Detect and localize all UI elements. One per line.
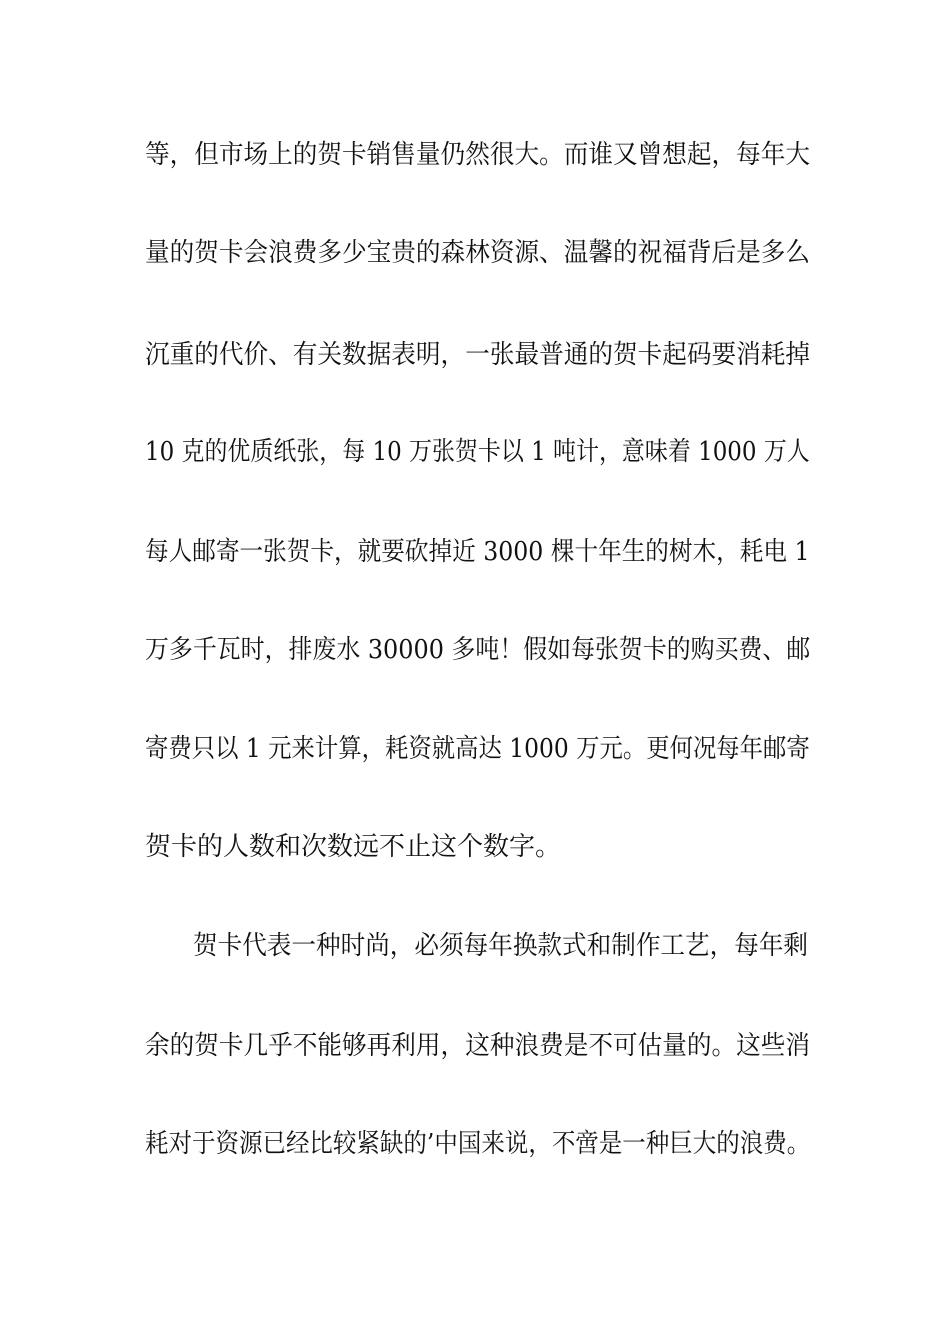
paragraph-line: 寄费只以 1 元来计算，耗资就高达 1000 万元。更何况每年邮寄 (145, 734, 810, 764)
paragraph-line: 沉重的代价、有关数据表明，一张最普通的贺卡起码要消耗掉 (145, 340, 811, 370)
paragraph-line: 万多千瓦时，排废水 30000 多吨！假如每张贺卡的购买费、邮 (145, 635, 811, 665)
paragraph-line: 余的贺卡几乎不能够再利用，这种浪费是不可估量的。这些消 (145, 1031, 811, 1061)
paragraph-line: 等，但市场上的贺卡销售量仍然很大。而谁又曾想起，每年大 (145, 140, 811, 170)
paragraph-line: 贺卡的人数和次数远不止这个数字。 (145, 832, 562, 862)
paragraph-line: 量的贺卡会浪费多少宝贵的森林资源、温馨的祝福背后是多么 (145, 238, 811, 268)
paragraph-line: 每人邮寄一张贺卡，就要砍掉近 3000 棵十年生的树木，耗电 1 (145, 537, 810, 567)
paragraph-line: 10 克的优质纸张，每 10 万张贺卡以 1 吨计，意味着 1000 万人 (145, 437, 810, 467)
paragraph-line: 耗对于资源已经比较紧缺的’中国来说，不啻是一种巨大的浪费。 (145, 1129, 811, 1159)
paragraph-first-line: 贺卡代表一种时尚，必须每年换款式和制作工艺，每年剩 (193, 931, 809, 961)
